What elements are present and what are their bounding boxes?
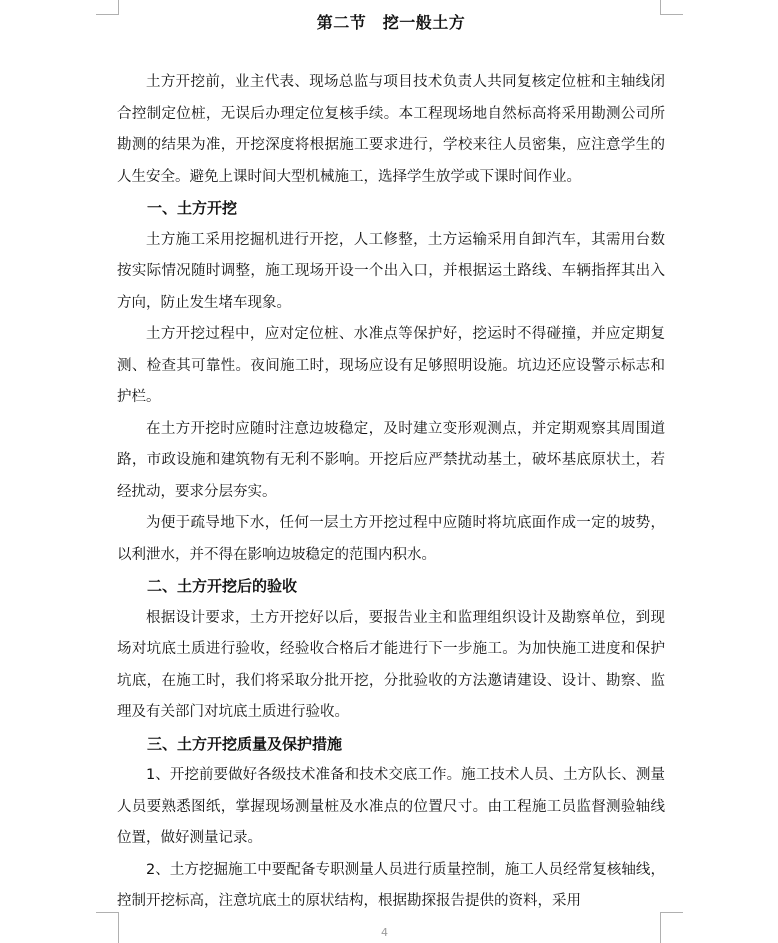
excavation-paragraph-1: 土方施工采用挖掘机进行开挖，人工修整，土方运输采用自卸汽车，其需用台数按实际情况随时调整，施工现场开设一个出入口，并根据运土路线、车辆指挥其出入方向，防止发生堵车现象。 <box>117 231 665 311</box>
heading-excavation: 一、土方开挖 <box>147 199 238 217</box>
heading-quality-measures: 三、土方开挖质量及保护措施 <box>147 734 343 753</box>
excavation-paragraph-2: 土方开挖过程中，应对定位桩、水准点等保护好，挖运时不得碰撞，并应定期复测、检查其可靠性。夜间施工时，现场应设有足够照明设施。坑边还应设警示标志和护栏。 <box>117 326 665 405</box>
crop-mark-top-left <box>96 0 119 15</box>
section-title: 第二节 挖一般土方 <box>316 13 466 32</box>
excavation-paragraph-4: 为便于疏导地下水，任何一层土方开挖过程中应随时将坑底面作成一定的坡势，以利泄水，并不得在影响边坡稳定的范围内积水。 <box>117 515 665 563</box>
quality-paragraph-1: 1、开挖前要做好各级技术准备和技术交底工作。施工技术人员、土方队长、测量人员要熟悉图纸，掌握现场测量桩及水准点的位置尺寸。由工程施工员监督测验轴线位置，做好测量记录。 <box>117 767 665 846</box>
document-body <box>117 6 665 918</box>
heading-acceptance: 二、土方开挖后的验收 <box>147 577 298 595</box>
excavation-paragraph-3: 在土方开挖时应随时注意边坡稳定，及时建立变形观测点，并定期观察其周围道路，市政设施和建筑物有无利不影响。开挖后应严禁扰动基土，破坏基底原状土，若经扰动，要求分层夯实。 <box>117 420 665 500</box>
quality-paragraph-2: 2、土方挖掘施工中要配备专职测量人员进行质量控制，施工人员经常复核轴线，控制开挖标高，注意坑底土的原状结构，根据勘探报告提供的资料，采用 <box>117 861 665 909</box>
crop-mark-bottom-left <box>96 912 119 943</box>
acceptance-paragraph-1: 根据设计要求，土方开挖好以后，要报告业主和监理组织设计及勘察单位，到现场对坑底土质进行验收，经验收合格后才能进行下一步施工。为加快施工进度和保护坑底，在施工时，我们将采取分批开挖，分批验收的方法邀请建设、设计、勘察、监理及有关部门对坑底土质进行验收。 <box>117 609 665 720</box>
page-number: 4 <box>381 926 388 939</box>
intro-paragraph: 土方开挖前，业主代表、现场总监与项目技术负责人共同复核定位桩和主轴线闭合控制定位桩，无误后办理定位复核手续。本工程现场地自然标高将采用勘测公司所勘测的结果为准，开挖深度将根据施工要求进行，学校来往人员密集，应注意学生的人生安全。避免上课时间大型机械施工，选择学生放学或下课时间作业。 <box>117 74 665 185</box>
